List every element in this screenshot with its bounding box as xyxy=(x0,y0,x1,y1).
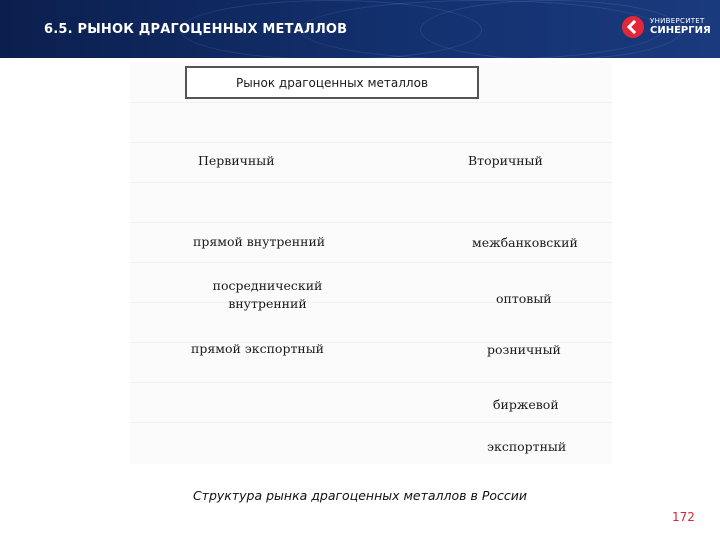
slide-header xyxy=(0,0,720,58)
diagram-stripe xyxy=(130,142,612,143)
secondary-item-exchange: биржевой xyxy=(493,397,559,412)
logo-line-1: УНИВЕРСИТЕТ xyxy=(650,17,705,25)
secondary-item-retail: розничный xyxy=(487,342,561,357)
secondary-item-export: экспортный xyxy=(487,439,567,454)
diagram-stripe xyxy=(130,182,612,183)
diagram-stripe xyxy=(130,382,612,383)
logo-line-2: СИНЕРГИЯ xyxy=(650,25,711,36)
secondary-item-wholesale: оптовый xyxy=(496,291,552,306)
diagram-stripe xyxy=(130,262,612,263)
primary-market-heading: Первичный xyxy=(198,153,275,168)
diagram-caption: Структура рынка драгоценных металлов в России xyxy=(192,488,528,503)
diagram-stripe xyxy=(130,422,612,423)
page-number: 172 xyxy=(672,510,695,524)
diagram-stripe xyxy=(130,222,612,223)
primary-item-direct-domestic: прямой внутренний xyxy=(193,234,326,249)
diagram-stripe xyxy=(130,102,612,103)
secondary-market-heading: Вторичный xyxy=(468,153,543,168)
slide-title: 6.5. РЫНОК ДРАГОЦЕННЫХ МЕТАЛЛОВ xyxy=(44,22,348,37)
primary-item-direct-export: прямой экспортный xyxy=(191,341,324,356)
synergy-logo-icon xyxy=(622,16,644,38)
university-logo xyxy=(622,16,712,44)
primary-item-intermediary-domestic: посреднический внутренний xyxy=(212,278,323,311)
diagram-root-node: Рынок драгоценных металлов xyxy=(185,66,479,99)
secondary-item-interbank: межбанковский xyxy=(472,235,578,250)
